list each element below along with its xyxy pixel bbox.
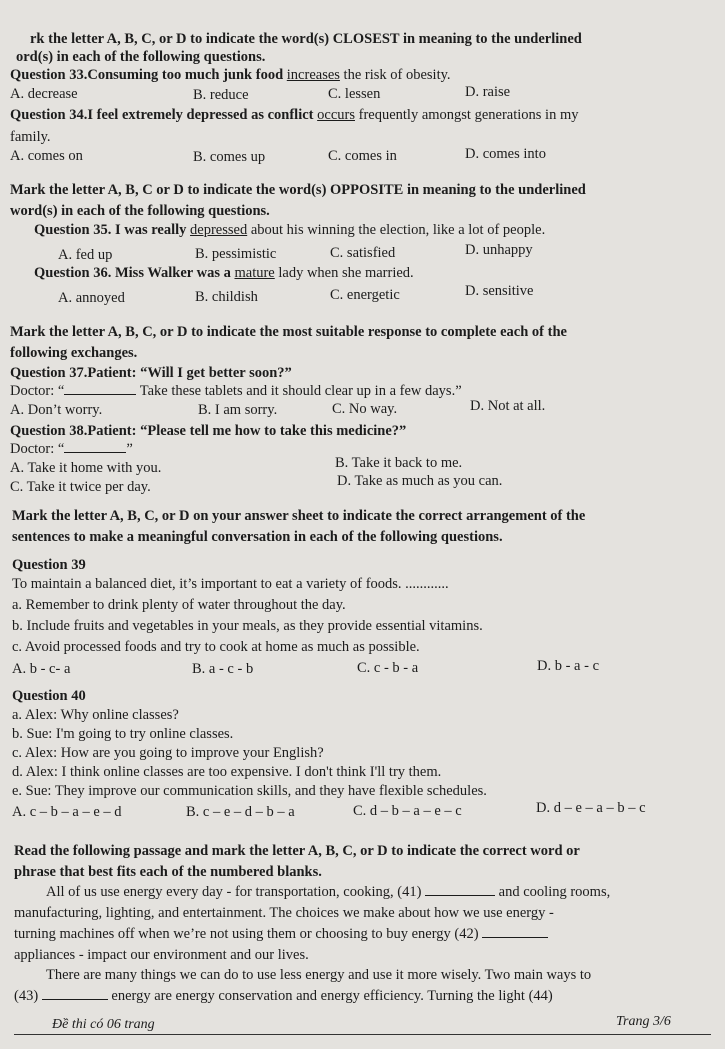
section-2-instruction: Mark the letter A, B, C or D to indicate the word(s) OPPOSITE in meaning to the underlined bbox=[10, 182, 586, 198]
q35-option-b: B. pessimistic bbox=[195, 246, 277, 262]
q37-option-a: A. Don’t worry. bbox=[10, 402, 103, 418]
q40-option-d: D. d – e – a – b – c bbox=[536, 800, 646, 816]
passage-line-1-post: and cooling rooms, bbox=[495, 884, 611, 900]
q36-stem-pre: Question 36. Miss Walker was a bbox=[34, 265, 235, 281]
section-1-instruction: rk the letter A, B, C, or D to indicate the word(s) CLOSEST in meaning to the underlined bbox=[30, 31, 582, 47]
question-36-stem bbox=[34, 264, 414, 282]
q40-line-e: e. Sue: They improve our communication skills, and they have flexible schedules. bbox=[12, 783, 487, 799]
q36-stem-post: lady when she married. bbox=[274, 265, 414, 281]
q38-doctor-pre: Doctor: “ bbox=[10, 441, 65, 457]
passage-line-6-pre: (43) bbox=[14, 988, 42, 1004]
footer-page-count: Đề thi có 06 trang bbox=[52, 1017, 155, 1032]
q35-underlined-word: depressed bbox=[190, 222, 248, 238]
passage-line-6 bbox=[14, 987, 553, 1005]
q39-sentence-b: b. Include fruits and vegetables in your meals, as they provide essential vitamins. bbox=[12, 618, 483, 634]
passage-line-3 bbox=[14, 925, 548, 943]
q40-line-d: d. Alex: I think online classes are too expensive. I don't think I'll try them. bbox=[12, 764, 442, 780]
q40-line-c: c. Alex: How are you going to improve your English? bbox=[12, 745, 324, 761]
q33-stem-post: the risk of obesity. bbox=[339, 67, 451, 83]
question-35-stem bbox=[34, 221, 545, 239]
question-38-stem: Question 38.Patient: “Please tell me how to take this medicine?” bbox=[10, 423, 407, 439]
passage-line-1 bbox=[46, 883, 610, 901]
section-3-instruction-cont: following exchanges. bbox=[10, 345, 138, 361]
q36-option-c: C. energetic bbox=[330, 287, 400, 303]
q37-answer-blank bbox=[64, 382, 136, 395]
q36-option-a: A. annoyed bbox=[58, 290, 125, 306]
q35-option-d: D. unhappy bbox=[465, 242, 533, 258]
question-37-stem: Question 37.Patient: “Will I get better soon?” bbox=[10, 365, 292, 381]
q33-stem-pre: Question 33.Consuming too much junk food bbox=[10, 67, 287, 83]
q37-option-c: C. No way. bbox=[332, 401, 398, 417]
q39-option-b: B. a - c - b bbox=[192, 661, 254, 677]
q37-doctor-pre: Doctor: “ bbox=[10, 383, 65, 399]
q35-option-a: A. fed up bbox=[58, 247, 113, 263]
q33-option-c: C. lessen bbox=[328, 86, 381, 102]
q38-option-a: A. Take it home with you. bbox=[10, 460, 162, 476]
q34-stem-pre: Question 34.I feel extremely depressed as conflict bbox=[10, 107, 318, 123]
section-2-instruction-cont: word(s) in each of the following questions. bbox=[10, 203, 270, 219]
passage-line-1-pre: All of us use energy every day - for transportation, cooking, (41) bbox=[46, 884, 426, 900]
footer-divider bbox=[14, 1034, 711, 1035]
question-40-title: Question 40 bbox=[12, 688, 86, 704]
q33-option-b: B. reduce bbox=[193, 87, 249, 103]
q39-sentence-c: c. Avoid processed foods and try to cook at home as much as possible. bbox=[12, 639, 420, 655]
q33-option-a: A. decrease bbox=[10, 86, 78, 102]
q40-option-a: A. c – b – a – e – d bbox=[12, 804, 122, 820]
q38-option-c: C. Take it twice per day. bbox=[10, 479, 151, 495]
q40-line-b: b. Sue: I'm going to try online classes. bbox=[12, 726, 234, 742]
section-4-instruction: Mark the letter A, B, C, or D on your answer sheet to indicate the correct arrangement of the bbox=[12, 508, 586, 524]
q35-stem-pre: Question 35. I was really bbox=[34, 222, 191, 238]
q37-option-b: B. I am sorry. bbox=[198, 402, 278, 418]
section-5-instruction: Read the following passage and mark the letter A, B, C, or D to indicate the correct word or bbox=[14, 843, 580, 859]
q40-option-b: B. c – e – d – b – a bbox=[186, 804, 295, 820]
q34-option-c: C. comes in bbox=[328, 148, 397, 164]
q38-doctor-post: ” bbox=[126, 441, 133, 457]
q34-option-b: B. comes up bbox=[193, 149, 266, 165]
q39-option-c: C. c - b - a bbox=[357, 660, 419, 676]
q38-doctor-line bbox=[10, 440, 133, 458]
q40-option-c: C. d – b – a – e – c bbox=[353, 803, 462, 819]
q36-underlined-word: mature bbox=[234, 265, 275, 281]
q38-option-b: B. Take it back to me. bbox=[335, 455, 463, 471]
passage-line-5: There are many things we can do to use less energy and use it more wisely. Two main ways to bbox=[46, 967, 592, 983]
section-3-instruction: Mark the letter A, B, C, or D to indicate the most suitable response to complete each of the bbox=[10, 324, 567, 340]
question-39-title: Question 39 bbox=[12, 557, 86, 573]
q33-option-d: D. raise bbox=[465, 84, 511, 100]
q37-doctor-line bbox=[10, 382, 462, 400]
q37-option-d: D. Not at all. bbox=[470, 398, 546, 414]
q35-stem-post: about his winning the election, like a lot of people. bbox=[247, 222, 546, 238]
q38-option-d: D. Take as much as you can. bbox=[337, 473, 503, 489]
q34-stem-cont: family. bbox=[10, 129, 51, 145]
q36-option-d: D. sensitive bbox=[465, 283, 534, 299]
q36-option-b: B. childish bbox=[195, 289, 258, 305]
passage-line-6-post: energy are energy conservation and energy efficiency. Turning the light (44) bbox=[107, 988, 553, 1004]
q39-option-d: D. b - a - c bbox=[537, 658, 600, 674]
passage-line-2: manufacturing, lighting, and entertainment. The choices we make about how we use energy - bbox=[14, 905, 554, 921]
question-33-stem bbox=[10, 66, 451, 84]
section-5-instruction-cont: phrase that best fits each of the numbered blanks. bbox=[14, 864, 322, 880]
passage-line-3-pre: turning machines off when we’re not using them or choosing to buy energy (42) bbox=[14, 926, 483, 942]
q37-doctor-post: Take these tablets and it should clear up in a few days.” bbox=[136, 383, 462, 399]
blank-43 bbox=[42, 987, 108, 1000]
q39-sentence-a: a. Remember to drink plenty of water throughout the day. bbox=[12, 597, 346, 613]
q34-stem-post: frequently amongst generations in my bbox=[354, 107, 579, 123]
section-1-instruction-cont: ord(s) in each of the following questions. bbox=[16, 49, 266, 65]
q34-option-a: A. comes on bbox=[10, 148, 83, 164]
blank-41 bbox=[425, 883, 495, 896]
section-4-instruction-cont: sentences to make a meaningful conversation in each of the following questions. bbox=[12, 529, 503, 545]
question-34-stem bbox=[10, 106, 578, 124]
q34-underlined-word: occurs bbox=[317, 107, 355, 123]
blank-42 bbox=[482, 925, 548, 938]
footer-page-number: Trang 3/6 bbox=[616, 1014, 671, 1029]
q34-option-d: D. comes into bbox=[465, 146, 546, 162]
q40-line-a: a. Alex: Why online classes? bbox=[12, 707, 179, 723]
q33-underlined-word: increases bbox=[286, 67, 340, 83]
q35-option-c: C. satisfied bbox=[330, 245, 396, 261]
q39-intro: To maintain a balanced diet, it’s important to eat a variety of foods. ............ bbox=[12, 576, 449, 592]
q39-option-a: A. b - c- a bbox=[12, 661, 71, 677]
passage-line-4: appliances - impact our environment and our lives. bbox=[14, 947, 309, 963]
q38-answer-blank bbox=[64, 440, 126, 453]
